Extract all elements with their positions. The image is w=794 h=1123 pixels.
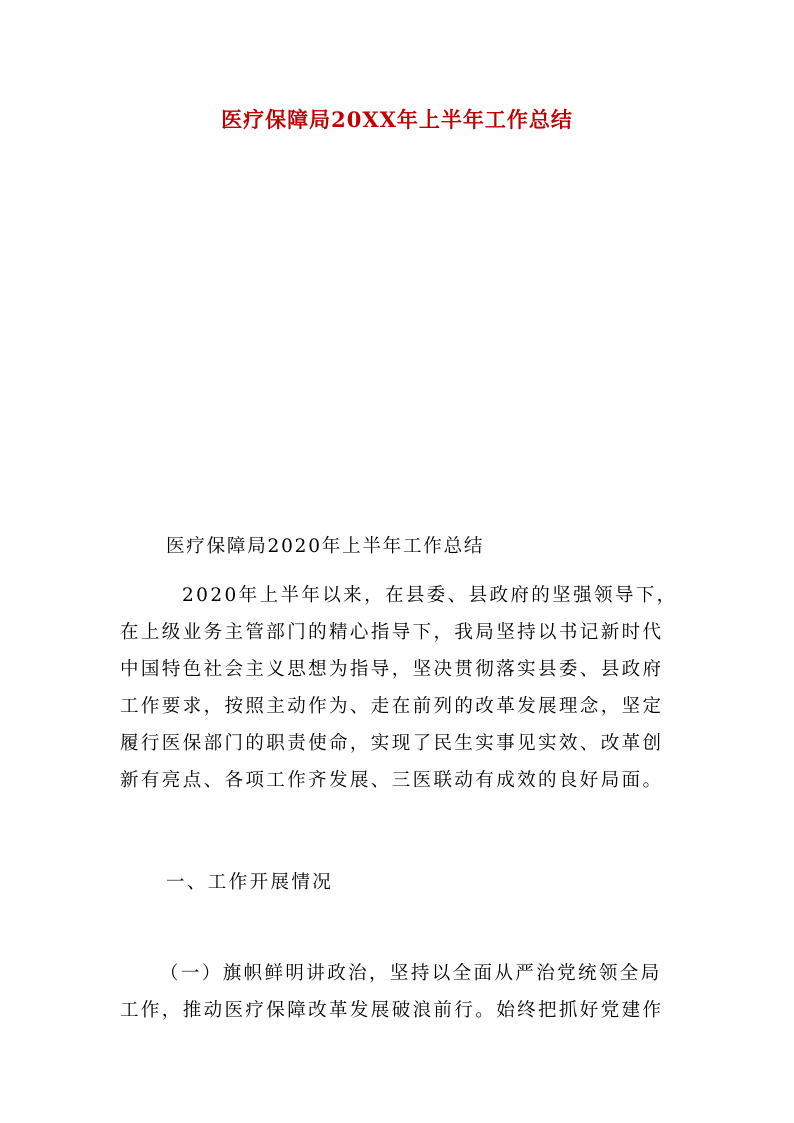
paragraph-line: 新有亮点、各项工作齐发展、三医联动有成效的良好局面。 <box>120 770 664 791</box>
paragraph-line: 2020年上半年以来，在县委、县政府的坚强领导下， <box>182 585 678 606</box>
paragraph-intro <box>120 577 680 799</box>
paragraph-line: 履行医保部门的职责使命，实现了民生实事见实效、改革创 <box>120 733 664 754</box>
section-heading: 一、工作开展情况 <box>166 872 334 893</box>
paragraph-line: 中国特色社会主义思想为指导，坚决贯彻落实县委、县政府 <box>120 659 664 680</box>
document-title: 医疗保障局20XX年上半年工作总结 <box>221 107 573 132</box>
paragraph-section1 <box>120 955 680 1029</box>
paragraph-line: 在上级业务主管部门的精心指导下，我局坚持以书记新时代 <box>120 622 664 643</box>
document-subtitle: 医疗保障局2020年上半年工作总结 <box>166 536 485 557</box>
paragraph-line: 工作要求，按照主动作为、走在前列的改革发展理念，坚定 <box>120 696 664 717</box>
paragraph-line: 工作，推动医疗保障改革发展破浪前行。始终把抓好党建作 <box>120 1000 664 1021</box>
paragraph-line: （一）旗帜鲜明讲政治，坚持以全面从严治党统领全局 <box>160 963 662 984</box>
